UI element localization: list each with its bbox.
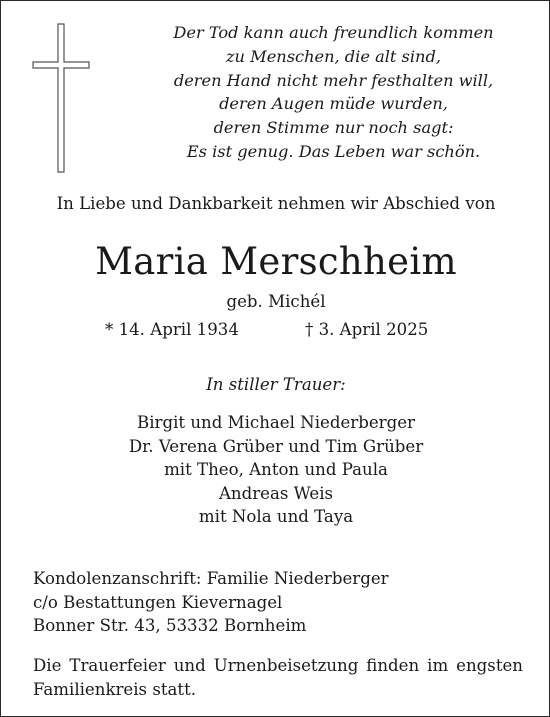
life-dates <box>1 320 550 346</box>
mourner-line: Dr. Verena Grüber und Tim Grüber <box>128 436 424 456</box>
notice-line: Familienkreis statt. <box>33 679 197 699</box>
poem <box>141 21 526 164</box>
deceased-name: Maria Merschheim <box>95 240 457 283</box>
mourner-line: mit Nola und Taya <box>198 507 354 527</box>
address-line: c/o Bestattungen Kievernagel <box>33 592 283 612</box>
mourner-line: mit Theo, Anton und Paula <box>164 460 388 480</box>
death-date: † 3. April 2025 <box>305 320 429 339</box>
funeral-notice <box>33 654 523 701</box>
birth-name: geb. Michél <box>226 292 326 311</box>
mourning-label: In stiller Trauer: <box>206 375 346 394</box>
address-line: Kondolenzanschrift: Familie Niederberger <box>33 569 389 588</box>
poem-line: deren Augen müde wurden, <box>219 94 448 114</box>
poem-line: Der Tod kann auch freundlich kommen <box>173 23 494 42</box>
condolence-address <box>33 567 523 638</box>
cross-icon <box>31 23 91 173</box>
farewell-intro: In Liebe und Dankbarkeit nehmen wir Abschied von <box>56 194 496 213</box>
poem-line: Es ist genug. Das Leben war schön. <box>186 141 481 161</box>
notice-line: Die Trauerfeier und Urnenbeisetzung finden im engsten <box>33 656 523 675</box>
poem-line: zu Menschen, die alt sind, <box>226 46 441 66</box>
poem-line: deren Stimme nur noch sagt: <box>213 118 454 138</box>
birth-date: * 14. April 1934 <box>105 320 239 339</box>
address-line: Bonner Str. 43, 53332 Bornheim <box>33 616 307 636</box>
mourner-line: Birgit und Michael Niederberger <box>137 413 415 432</box>
mourners-list <box>1 411 550 529</box>
mourner-line: Andreas Weis <box>218 483 334 503</box>
poem-line: deren Hand nicht mehr festhalten will, <box>173 70 494 90</box>
